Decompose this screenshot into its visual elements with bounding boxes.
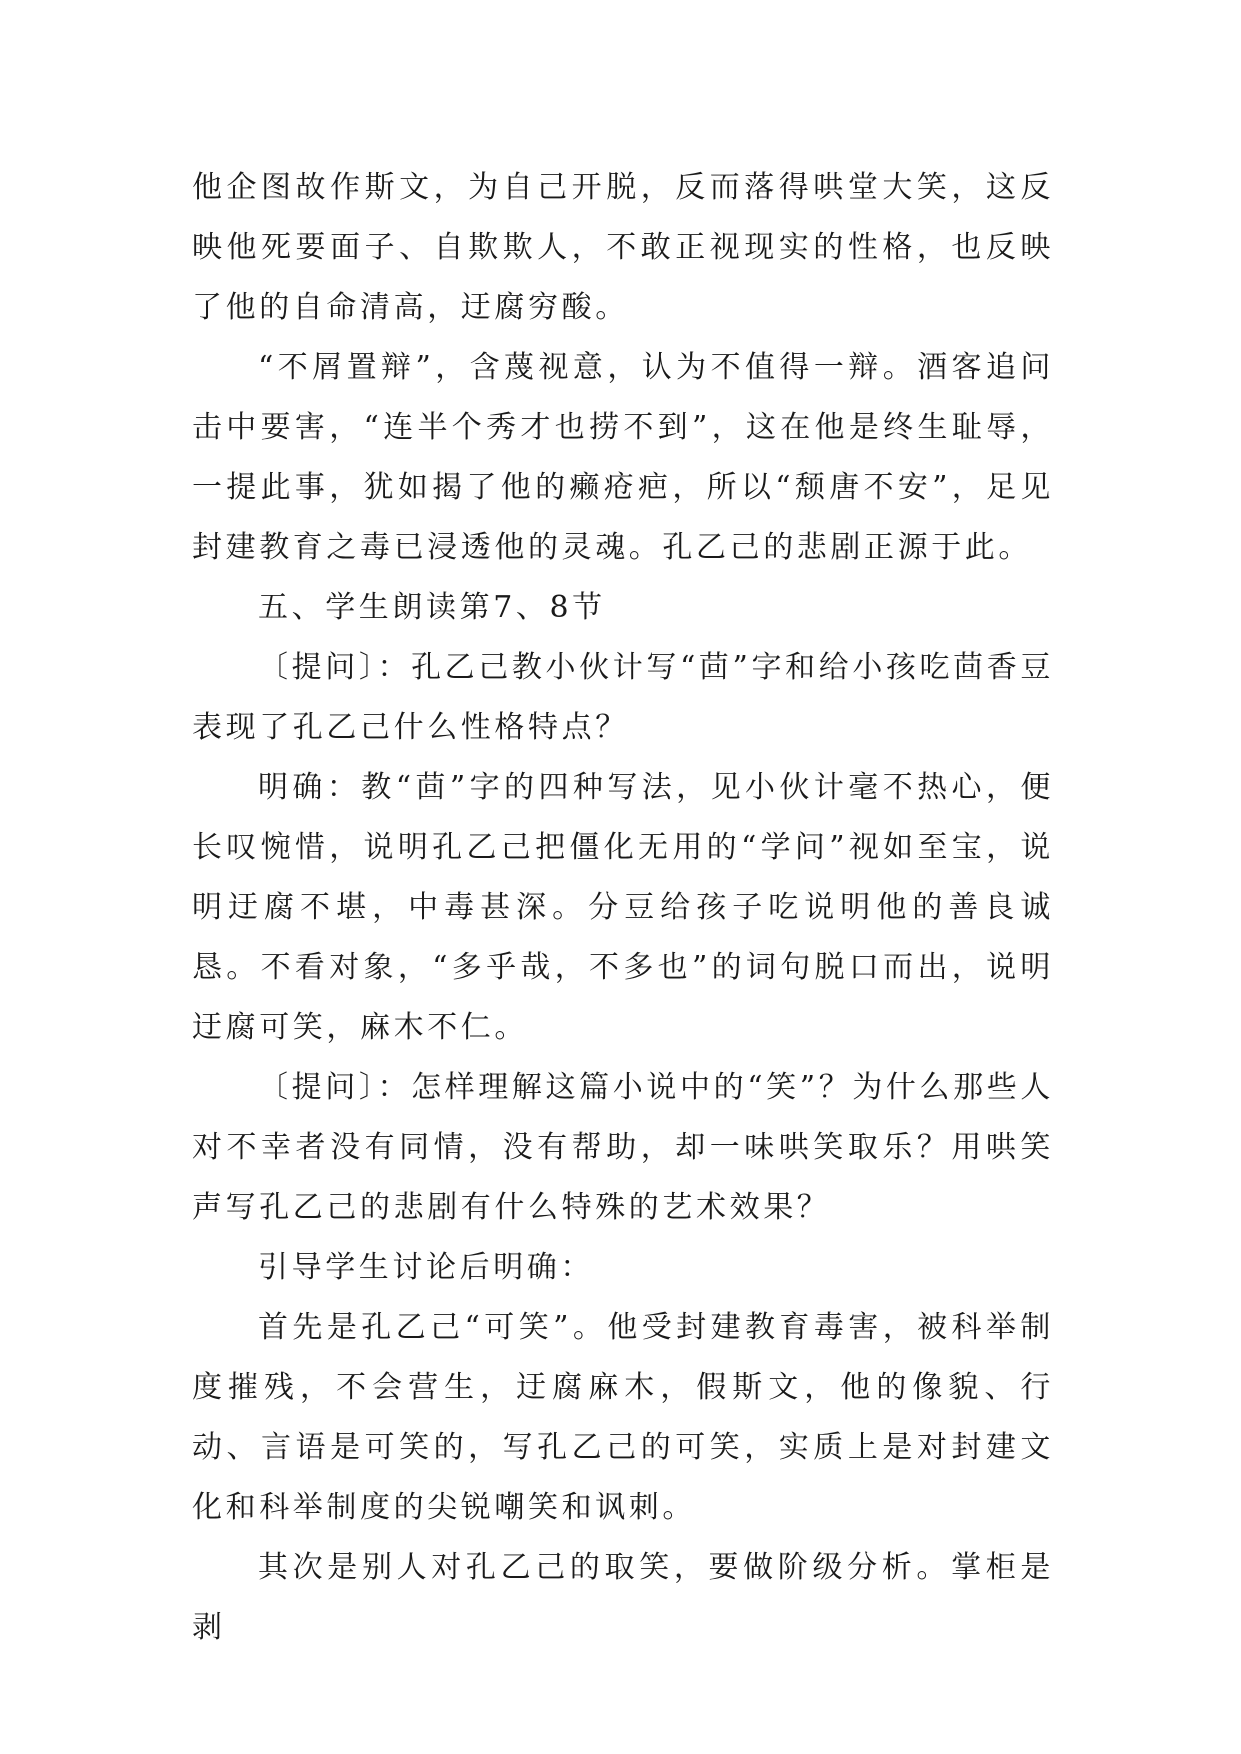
- discussion-lead: 引导学生讨论后明确：: [258, 1250, 594, 1285]
- answer-2-first: 首先是孔乙己“可笑”。他受封建教育毒害，被科举制度摧残，不会营生，迂腐麻木，假斯文，他的像貌、行动、言语是可笑的，写孔乙己的可笑，实质上是对封建文化和科举制度的尖锐嘲笑和讽刺。: [192, 1310, 1054, 1525]
- paragraph-1: 他企图故作斯文，为自己开脱，反而落得哄堂大笑，这反映他死要面子、自欺欺人，不敢正视现实的性格，也反映了他的自命清高，迂腐穷酸。: [192, 170, 1054, 325]
- answer-1: 明确：教“茴”字的四种写法，见小伙计毫不热心，便长叹惋惜，说明孔乙己把僵化无用的“学问”视如至宝，说明迂腐不堪，中毒甚深。分豆给孩子吃说明他的善良诚恳。不看对象，“多乎哉，不多也”的词句脱口而出，说明迂腐可笑，麻木不仁。: [192, 770, 1054, 1045]
- question-1: 〔提问〕：孔乙己教小伙计写“茴”字和给小孩吃茴香豆表现了孔乙己什么性格特点？: [192, 650, 1054, 745]
- answer-2-second: 其次是别人对孔乙己的取笑，要做阶级分析。掌柜是剥: [192, 1550, 1054, 1645]
- paragraph-2: “不屑置辩”，含蔑视意，认为不值得一辩。酒客追问击中要害，“连半个秀才也捞不到”，这在他是终生耻辱，一提此事，犹如揭了他的癞疮疤，所以“颓唐不安”，足见封建教育之毒已浸透他的灵魂。孔乙己的悲剧正源于此。: [192, 350, 1054, 565]
- question-2: 〔提问〕：怎样理解这篇小说中的“笑”？为什么那些人对不幸者没有同情，没有帮助，却一味哄笑取乐？用哄笑声写孔乙己的悲剧有什么特殊的艺术效果？: [192, 1070, 1054, 1225]
- body-text: [192, 158, 1054, 1658]
- section-heading-five: 五、学生朗读第7、8节: [258, 590, 606, 625]
